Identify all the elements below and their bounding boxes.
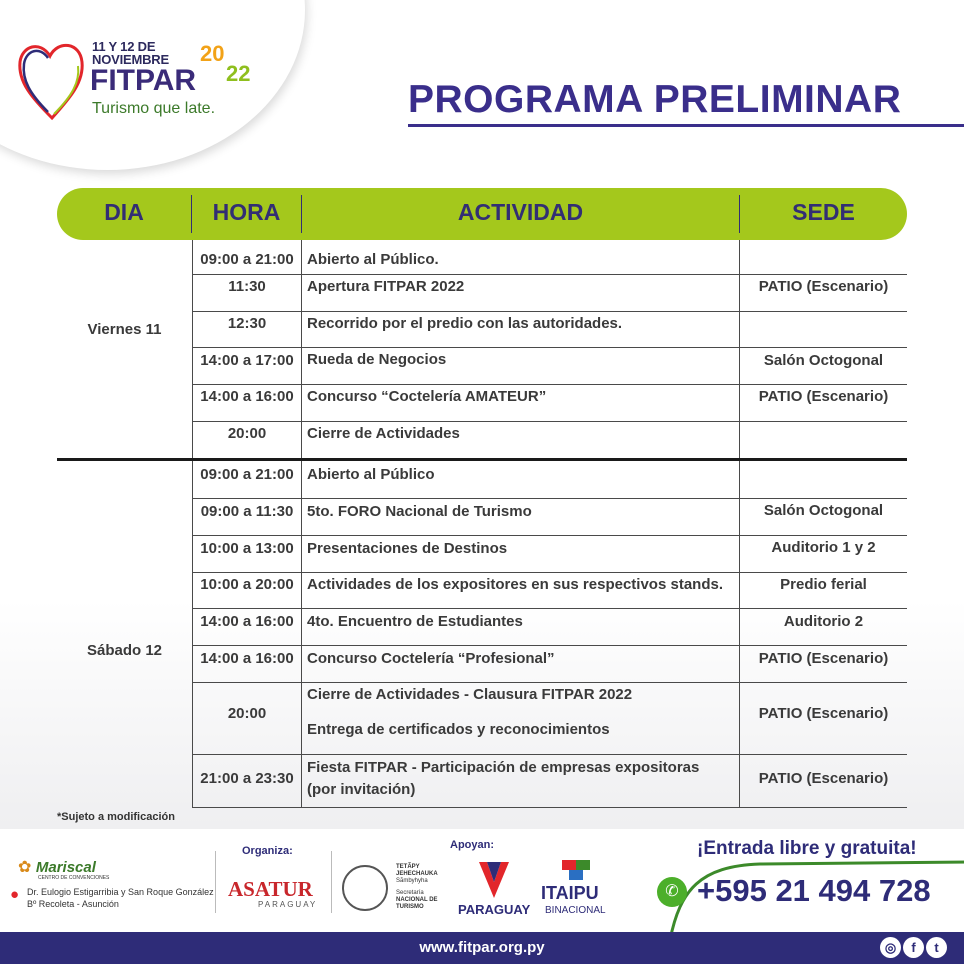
phone-number[interactable]: +595 21 494 728 xyxy=(697,873,931,908)
footnote: *Sujeto a modificación xyxy=(57,811,175,823)
entrada-text: ¡Entrada libre y gratuita! xyxy=(697,838,917,859)
paraguay-logo-icon xyxy=(477,860,511,900)
mariscal-logo: ✿ Mariscal CENTRO DE CONVENCIONES xyxy=(18,859,110,881)
row-actividad: 4to. Encuentro de Estudiantes xyxy=(307,613,523,630)
row-hora: 09:00 a 21:00 xyxy=(200,251,294,268)
row-divider xyxy=(192,645,907,646)
row-divider xyxy=(192,682,907,683)
row-divider xyxy=(192,608,907,609)
location-pin-icon: ● xyxy=(10,886,20,903)
itaipu-label: ITAIPU xyxy=(541,883,599,903)
row-actividad: Cierre de Actividades xyxy=(307,425,460,442)
row-actividad: Concurso “Coctelería AMATEUR” xyxy=(307,388,547,405)
title-underline xyxy=(408,124,964,127)
row-hora: 20:00 xyxy=(227,425,267,442)
facebook-icon[interactable]: f xyxy=(903,937,924,958)
row-hora: 09:00 a 21:00 xyxy=(200,466,294,483)
apoyan-label: Apoyan: xyxy=(450,839,494,851)
row-hora: 14:00 a 16:00 xyxy=(200,388,294,405)
row-actividad: Presentaciones de Destinos xyxy=(307,540,508,557)
row-actividad-line2: (por invitación) xyxy=(307,781,416,798)
row-sede: Predio ferial xyxy=(780,576,867,593)
row-sede: PATIO (Escenario) xyxy=(758,650,889,667)
row-actividad: Cierre de Actividades - Clausura FITPAR 2022 xyxy=(307,686,633,703)
tagline: Turismo que late. xyxy=(92,100,216,117)
row-sede: PATIO (Escenario) xyxy=(758,770,889,787)
row-divider xyxy=(192,754,907,755)
row-sede: Salón Octogonal xyxy=(763,352,884,369)
header-sede: SEDE xyxy=(792,199,855,225)
row-sede: PATIO (Escenario) xyxy=(758,278,889,295)
row-divider xyxy=(192,384,907,385)
row-hora: 14:00 a 16:00 xyxy=(200,650,294,667)
itaipu-sub: BINACIONAL xyxy=(545,905,606,916)
row-actividad: Apertura FITPAR 2022 xyxy=(307,278,465,295)
row-divider xyxy=(192,807,907,808)
row-actividad: Recorrido por el predio con las autoridades. xyxy=(307,315,623,332)
row-divider xyxy=(192,311,907,312)
brand-name: FITPAR xyxy=(90,64,197,97)
row-sede: Salón Octogonal xyxy=(763,502,884,519)
day-viernes: Viernes 11 xyxy=(87,321,162,338)
address-line1: Dr. Eulogio Estigarribia y San Roque González xyxy=(27,887,214,897)
row-hora: 12:30 xyxy=(227,315,267,332)
row-hora: 10:00 a 13:00 xyxy=(200,540,294,557)
page-title: PROGRAMA PRELIMINAR xyxy=(408,78,902,121)
footer-divider xyxy=(215,851,216,913)
row-divider xyxy=(192,572,907,573)
itaipu-logo-block xyxy=(569,870,583,880)
row-hora: 11:30 xyxy=(228,278,266,295)
row-divider xyxy=(192,347,907,348)
twitter-icon[interactable]: t xyxy=(926,937,947,958)
row-actividad: Concurso Coctelería “Profesional” xyxy=(307,650,555,667)
row-actividad: 5to. FORO Nacional de Turismo xyxy=(307,503,532,520)
row-sede: PATIO (Escenario) xyxy=(758,705,889,722)
flower-icon: ✿ xyxy=(18,859,32,876)
row-divider xyxy=(192,421,907,422)
paraguay-label: PARAGUAY xyxy=(458,902,531,917)
row-divider xyxy=(192,274,907,275)
row-actividad: Abierto al Público. xyxy=(307,251,439,268)
itaipu-logo-icon xyxy=(562,860,576,870)
event-date: 11 Y 12 DE NOVIEMBRE xyxy=(92,39,169,67)
address-line2: Bº Recoleta - Asunción xyxy=(27,899,119,909)
row-sede: Auditorio 2 xyxy=(783,613,864,630)
seal-icon xyxy=(342,865,388,911)
asatur-logo: ASATUR xyxy=(228,877,313,901)
row-sede: Auditorio 1 y 2 xyxy=(771,539,876,556)
footer-divider xyxy=(331,851,332,913)
row-actividad-line2: Entrega de certificados y reconocimientos xyxy=(307,721,610,738)
table-header xyxy=(57,188,907,240)
fitpar-logo xyxy=(14,36,284,126)
day-divider xyxy=(57,458,907,461)
header-actividad: ACTIVIDAD xyxy=(457,199,584,225)
row-sede: PATIO (Escenario) xyxy=(758,388,889,405)
asatur-sub: PARAGUAY xyxy=(258,900,318,909)
heart-icon xyxy=(14,36,90,122)
year-bottom: 22 xyxy=(226,61,251,86)
row-hora: 14:00 a 16:00 xyxy=(200,613,294,630)
row-hora: 09:00 a 11:30 xyxy=(200,503,294,520)
row-divider xyxy=(192,498,907,499)
header-hora: HORA xyxy=(212,199,281,225)
website-link[interactable]: www.fitpar.org.py xyxy=(419,939,545,956)
header-dia: DIA xyxy=(104,199,144,225)
whatsapp-icon[interactable]: ✆ xyxy=(657,877,687,907)
row-actividad: Abierto al Público xyxy=(307,466,435,483)
row-hora: 21:00 a 23:30 xyxy=(200,770,294,787)
itaipu-logo-block xyxy=(576,860,590,870)
bottom-bar xyxy=(0,932,964,964)
row-actividad: Fiesta FITPAR - Participación de empresas expositoras xyxy=(307,759,700,776)
year-top: 20 xyxy=(200,41,225,66)
day-sabado: Sábado 12 xyxy=(86,642,163,659)
row-hora: 14:00 a 17:00 xyxy=(200,352,294,369)
column-divider xyxy=(301,240,302,807)
row-hora: 10:00 a 20:00 xyxy=(200,576,294,593)
instagram-icon[interactable]: ◎ xyxy=(880,937,901,958)
row-hora: 20:00 xyxy=(227,705,267,722)
row-divider xyxy=(192,535,907,536)
organiza-label: Organiza: xyxy=(242,845,293,857)
row-actividad: Actividades de los expositores en sus respectivos stands. xyxy=(307,576,723,593)
row-actividad: Rueda de Negocios xyxy=(307,351,447,368)
